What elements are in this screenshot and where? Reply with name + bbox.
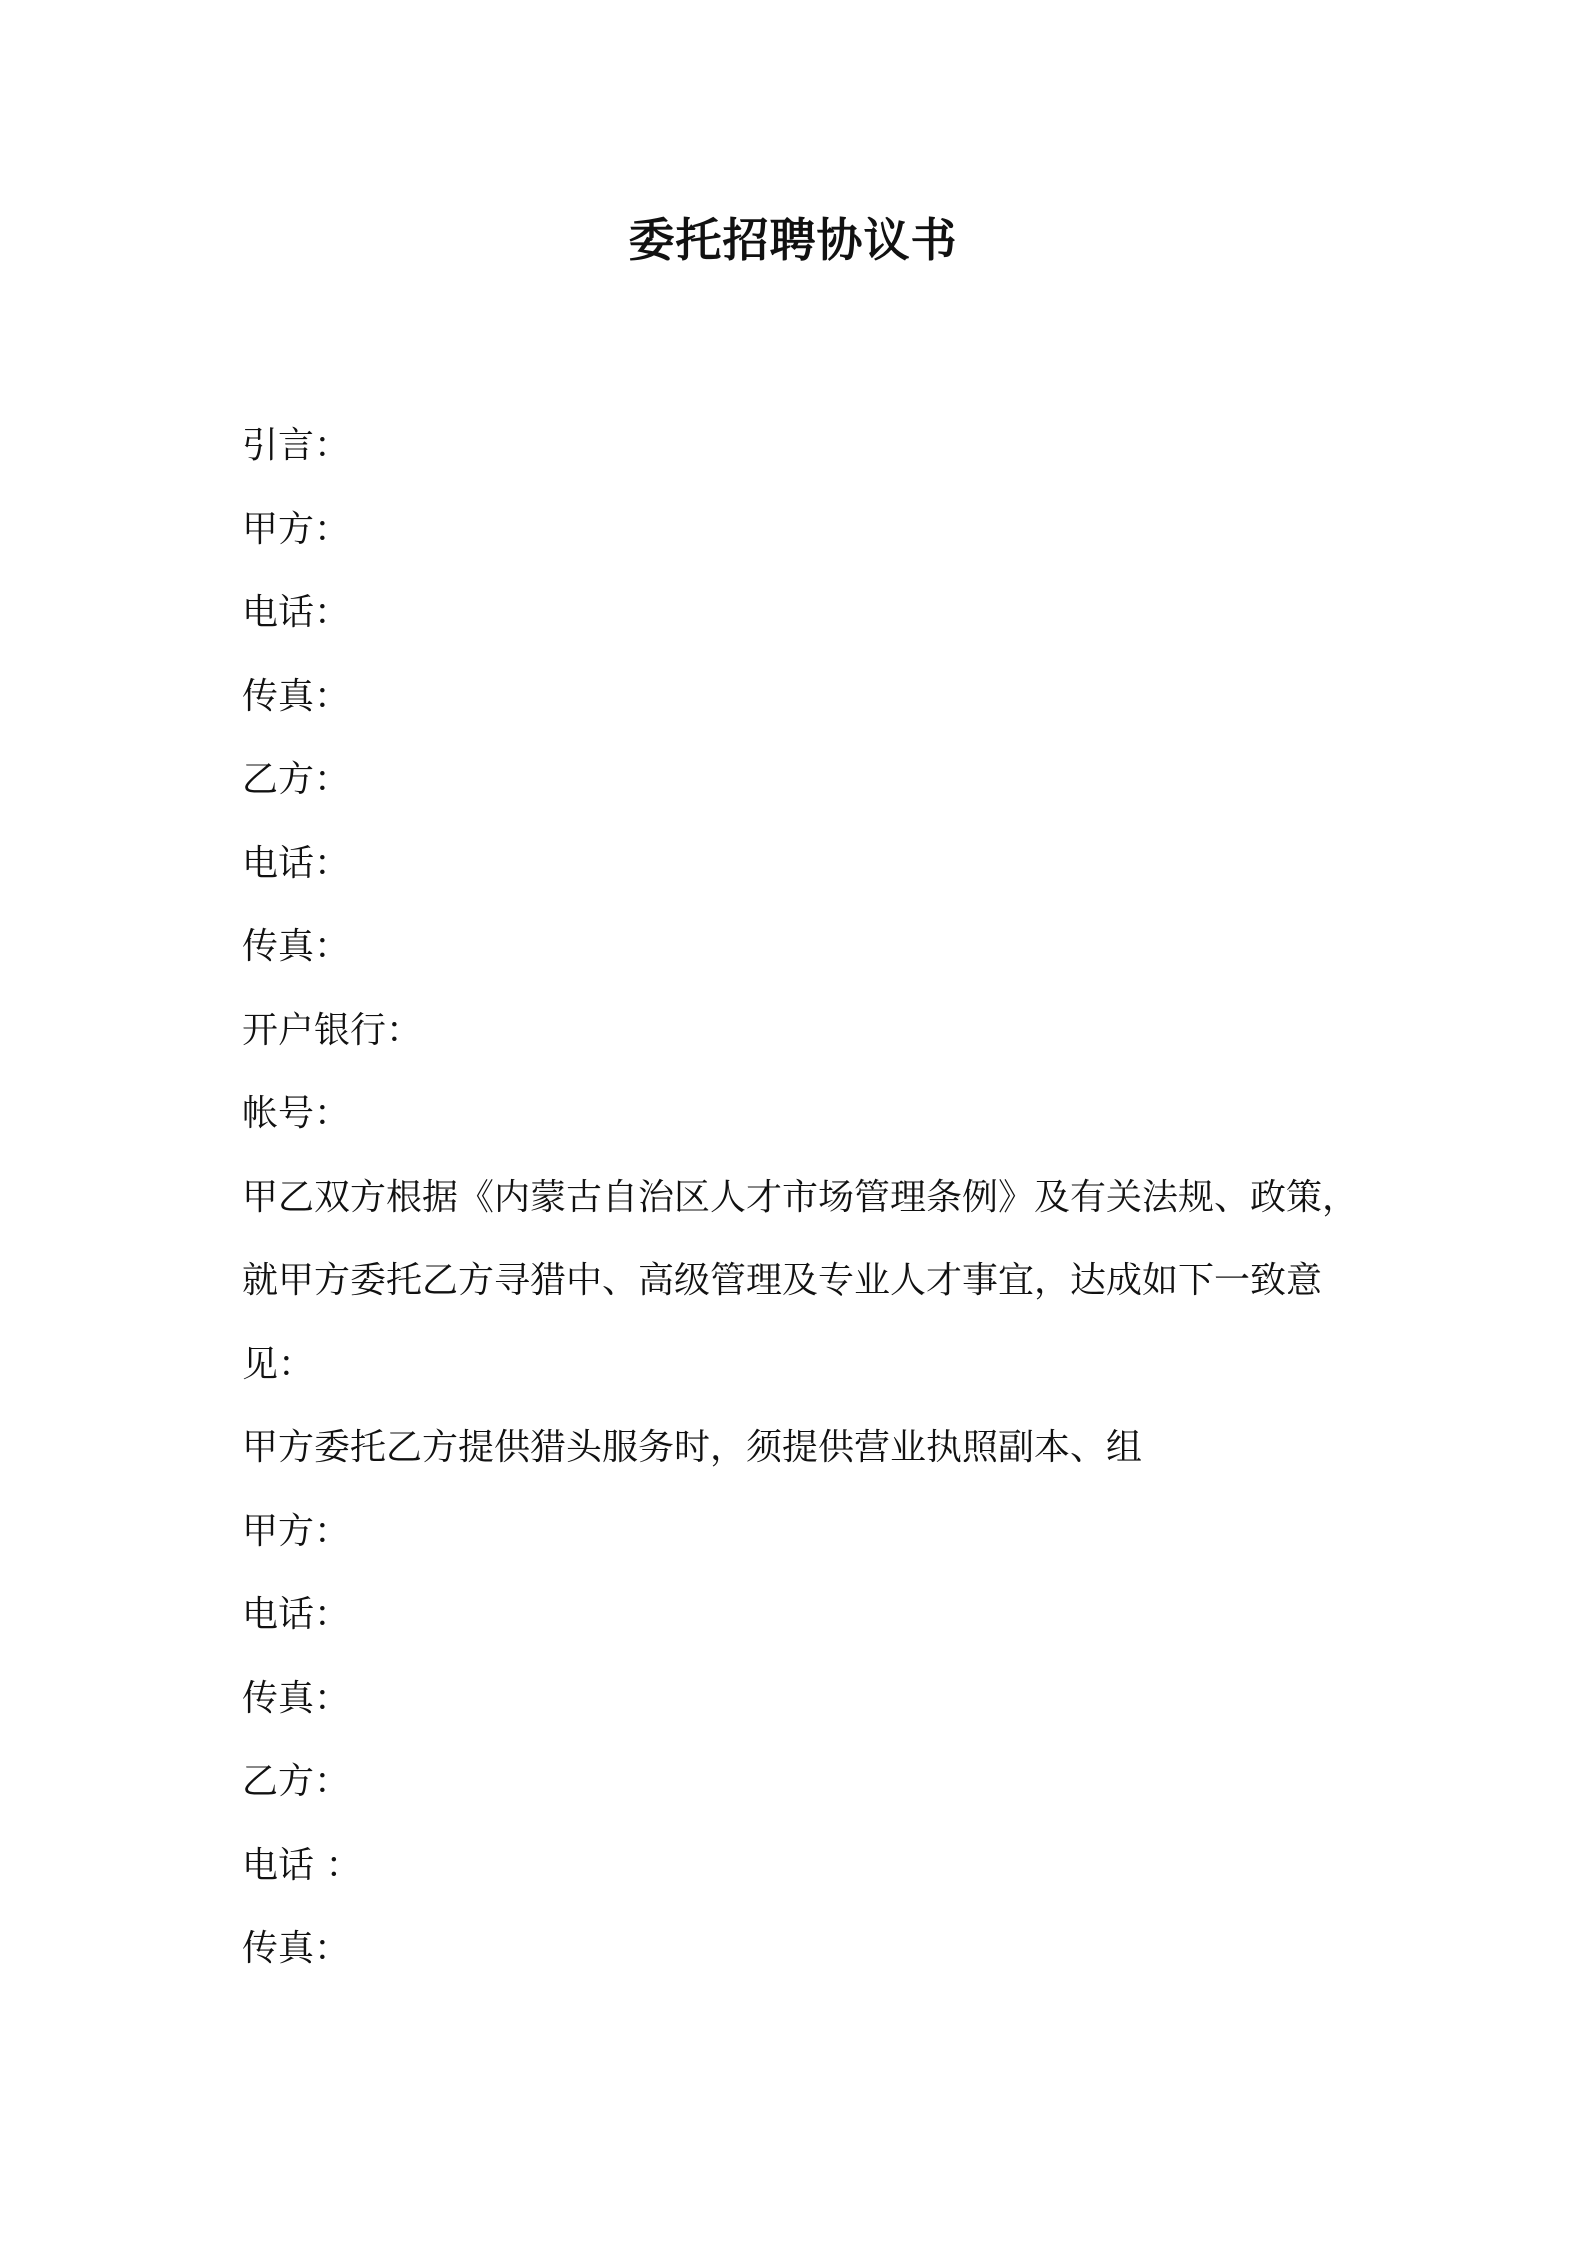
signature-party-a-label: 甲方： <box>242 1510 351 1552</box>
intro-label: 引言： <box>242 425 351 466</box>
paragraph-line: 见： <box>242 1343 315 1385</box>
paragraph-line: 甲方委托乙方提供猎头服务时，须提供营业执照副本、组 <box>242 1427 1143 1468</box>
party-b-phone-label: 电话： <box>242 842 351 884</box>
party-a-label: 甲方： <box>242 508 351 550</box>
paragraph-line: 甲乙双方根据《内蒙古自治区人才市场管理条例》及有关法规、政策， <box>242 1176 1359 1218</box>
party-a-fax-label: 传真： <box>242 675 351 717</box>
signature-party-b-fax-label: 传真： <box>242 1928 351 1969</box>
bank-label: 开户银行： <box>242 1009 423 1051</box>
document-body <box>242 404 1362 1991</box>
account-label: 帐号： <box>242 1093 351 1134</box>
document-title: 委托招聘协议书 <box>628 213 958 267</box>
signature-party-a-phone-label: 电话： <box>242 1594 351 1635</box>
party-a-phone-label: 电话： <box>242 592 351 633</box>
paragraph-line: 就甲方委托乙方寻猎中、高级管理及专业人才事宜，达成如下一致意 <box>242 1260 1323 1301</box>
party-b-fax-label: 传真： <box>242 926 351 967</box>
party-b-label: 乙方： <box>242 759 351 800</box>
signature-party-b-label: 乙方： <box>242 1761 351 1802</box>
signature-party-b-phone-label: 电话 ： <box>242 1844 362 1886</box>
signature-party-a-fax-label: 传真： <box>242 1677 351 1719</box>
